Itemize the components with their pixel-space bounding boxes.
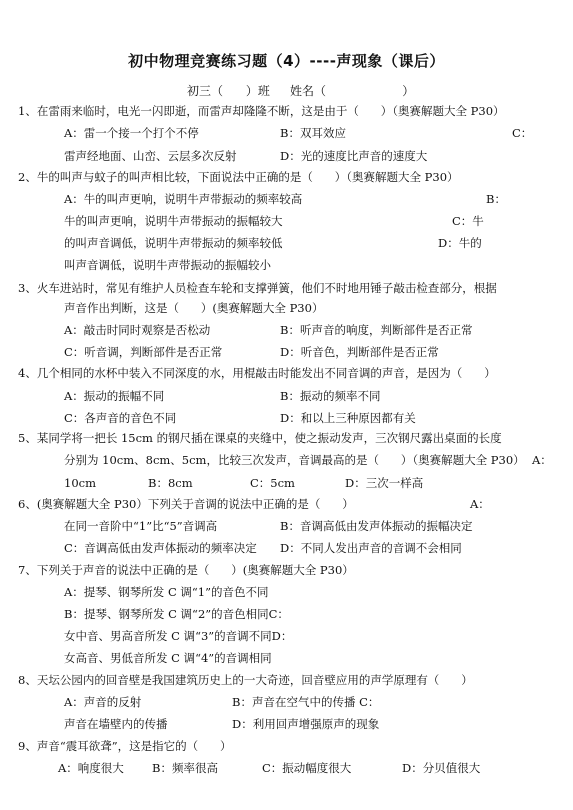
question-5-option-c: C：5cm [250,476,295,490]
question-6-option-c: C：音调高低由发声体振动的频率决定 [64,541,257,555]
question-4-option-d: D：和以上三种原因都有关 [280,411,416,425]
question-9-option-c: C：振动幅度很大 [262,761,352,775]
question-6-option-b: B：音调高低由发声体振动的振幅决定 [280,519,473,533]
question-2-option-b-label: B： [486,192,506,206]
question-1-stem: 1、在雷雨来临时，电光一闪即逝，而雷声却隆隆不断，这是由于（ ）（奥赛解题大全 P30） [18,104,505,118]
question-7-option-c: 女中音、男高音所发 C 调“3”的音调不同D： [64,629,293,643]
question-2-option-b-text: 牛的叫声更响，说明牛声带振动的振幅较大 [64,214,283,228]
question-2-option-d-label: D：牛的 [438,236,482,250]
question-5-stem: 5、某同学将一把长 15cm 的钢尺插在课桌的夹缝中，使之振动发声，三次钢尺露出桌面的长度 [18,431,502,445]
question-7-option-a: A：提琴、钢琴所发 C 调“1”的音色不同 [64,585,269,599]
question-8-option-c-text: 声音在墙壁内的传播 [64,717,168,731]
class-field-label: 初三（ ）班 [187,84,270,98]
question-9-option-b: B：频率很高 [152,761,218,775]
question-3-option-c: C：听音调，判断部件是否正常 [64,345,223,359]
question-5-option-d: D：三次一样高 [345,476,424,490]
worksheet-title: 初中物理竞赛练习题（4）----声现象（课后） [128,52,445,70]
question-8-option-a: A：声音的反射 [64,695,142,709]
question-4-stem: 4、几个相同的水杯中装入不同深度的水，用棍敲击时能发出不同音调的声音，是因为（ ） [18,366,496,380]
question-2-option-a: A：牛的叫声更响，说明牛声带振动的频率较高 [64,192,303,206]
question-5-option-b: B：8cm [148,476,193,490]
question-1-option-c-text: 雷声经地面、山峦、云层多次反射 [64,149,237,163]
question-2-option-c-label: C：牛 [452,214,484,228]
question-9-option-a: A：响度很大 [58,761,124,775]
question-7-stem: 7、下列关于声音的说法中正确的是（ ）(奥赛解题大全 P30） [18,563,354,577]
question-1-option-b: B：双耳效应 [280,126,346,140]
question-3-option-b: B：听声音的响度，判断部件是否正常 [280,323,473,337]
question-2-stem: 2、牛的叫声与蚊子的叫声相比较，下面说法中正确的是（ ）（奥赛解题大全 P30） [18,170,459,184]
question-7-option-d: 女高音、男低音所发 C 调“4”的音调相同 [64,651,272,665]
question-6-option-d: D：不同人发出声音的音调不会相同 [280,541,462,555]
question-4-option-a: A：振动的振幅不同 [64,389,165,403]
question-9-option-d: D：分贝值很大 [402,761,481,775]
question-4-option-c: C：各声音的音色不同 [64,411,177,425]
question-5-option-a-text: 10cm [64,476,96,490]
question-8-stem: 8、天坛公园内的回音壁是我国建筑历史上的一大奇迹，回音壁应用的声学原理有（ ） [18,673,473,687]
question-1-option-c-label: C： [512,126,533,140]
question-9-stem: 9、声音“震耳欲聋”，这是指它的（ ） [18,739,232,753]
question-2-option-c-text: 的叫声音调低，说明牛声带振动的频率较低 [64,236,283,250]
question-6-option-a-label: A： [470,497,490,511]
question-1-option-a: A：雷一个接一个打个不停 [64,126,199,140]
question-6-option-a-text: 在同一音阶中“1”比“5”音调高 [64,519,218,533]
question-8-option-b: B：声音在空气中的传播 C： [232,695,380,709]
question-3-option-a: A：敲击时同时观察是否松动 [64,323,211,337]
question-7-option-b: B：提琴、钢琴所发 C 调“2”的音色相同C： [64,607,289,621]
question-3-stem: 3、火车进站时，常见有维护人员检查车轮和支撑弹簧，他们不时地用锤子敲击检查部分，根据 [18,281,497,295]
question-1-option-d: D：光的速度比声音的速度大 [280,149,428,163]
question-3-stem-continued: 声音作出判断，这是（ ）(奥赛解题大全 P30） [64,301,324,315]
question-3-option-d: D：听音色，判断部件是否正常 [280,345,439,359]
question-8-option-d: D：利用回声增强原声的现象 [232,717,380,731]
question-4-option-b: B：振动的频率不同 [280,389,381,403]
question-5-stem-continued: 分别为 10cm、8cm、5cm，比较三次发声，音调最高的是（ ）（奥赛解题大全 P30） A： [64,453,552,467]
question-6-stem: 6、(奥赛解题大全 P30）下列关于音调的说法中正确的是（ ） [18,497,354,511]
name-field-label: 姓名（ ） [290,84,415,98]
question-2-option-d-text: 叫声音调低，说明牛声带振动的振幅较小 [64,258,271,272]
